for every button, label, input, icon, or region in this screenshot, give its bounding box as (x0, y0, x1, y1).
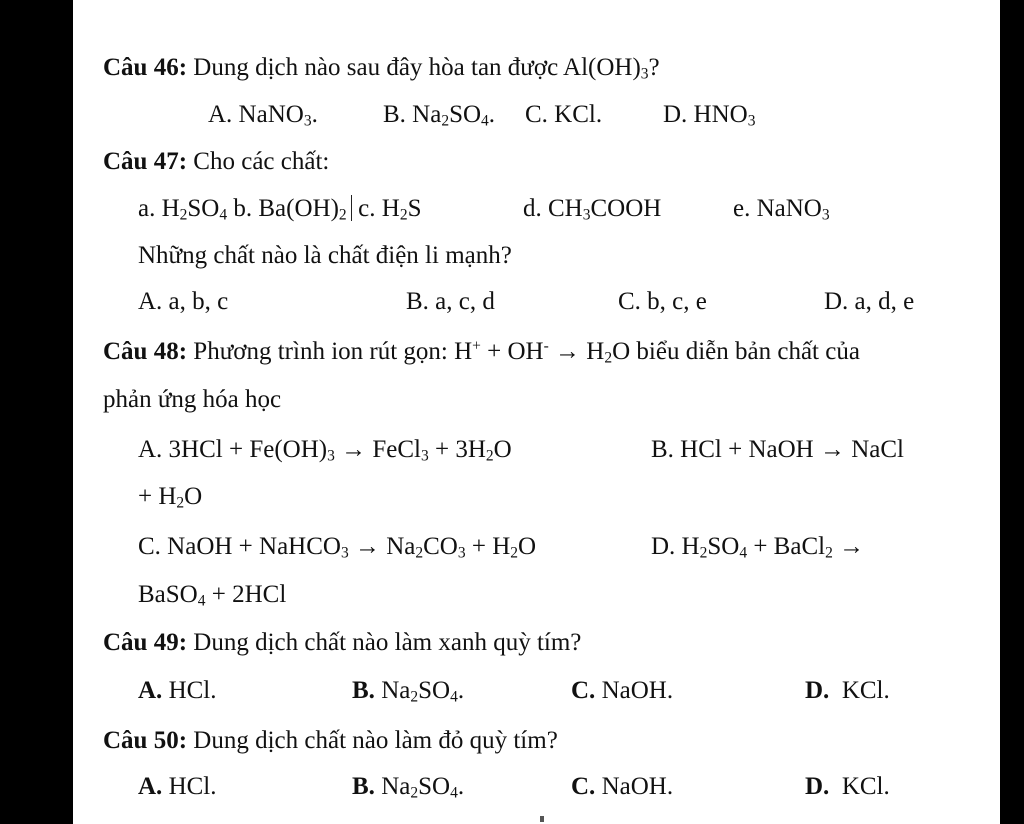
q49-option-c: C. NaOH. (571, 677, 674, 704)
document-page (73, 0, 1000, 824)
q50-stem (103, 726, 558, 756)
q50-text: Dung dịch chất nào làm đỏ quỳ tím? (193, 727, 558, 754)
q48-label: Câu 48: (103, 338, 188, 365)
q50-option-d: D. KCl. (805, 773, 890, 800)
q47-question: Những chất nào là chất điện li mạnh? (138, 242, 512, 269)
q47-item-a: a. $H_2SO_4$ (138, 195, 228, 224)
q50-option-b: B. $Na_2SO_4$. (352, 773, 465, 802)
q48-stem (103, 337, 860, 367)
q49-text: Dung dịch chất nào làm xanh quỳ tím? (193, 629, 582, 656)
q47-item-b: b. $Ba(OH)_2$ (233, 195, 347, 224)
q48-option-a: A. $3HCl + Fe(OH)_3$ → FeCl$_3$ + $3H_2O$ (138, 436, 512, 465)
q48-stem-line2: phản ứng hóa học (103, 386, 282, 413)
q48-option-b: B. HCl + NaOH → NaCl (651, 436, 904, 463)
page-edge-mark (540, 816, 544, 822)
q47-option-a: A. a, b, c (138, 288, 229, 315)
q46-option-a: A. NaNO$_3$. (208, 101, 318, 130)
q46-text: Dung dịch nào sau đây hòa tan được $Al(OH)_3$? (193, 54, 660, 83)
q46-label: Câu 46: (103, 54, 188, 81)
q48-option-d: D. $H_2SO_4$ + BaCl$_2$ → (651, 533, 865, 562)
q47-items-line (138, 194, 421, 224)
q46-option-b: B. $Na_2SO_4$. (383, 101, 496, 130)
q46-option-c: C. KCl. (525, 101, 603, 128)
q48-option-b-cont: + $H_2O$ (138, 483, 203, 512)
q47-item-c: c. $H_2S$ (358, 195, 422, 224)
q49-label: Câu 49: (103, 629, 188, 656)
q49-option-d: D. KCl. (805, 677, 890, 704)
q46-option-d: D. $HNO_3$ (663, 101, 756, 130)
q50-option-a: A. HCl. (138, 773, 217, 800)
q47-option-d: D. a, d, e (824, 288, 915, 315)
q47-item-d: d. $CH_3COOH$ (523, 195, 662, 224)
q48-option-c: C. NaOH + NaHCO$_3$ → $Na_2CO_3 + H_2O$ (138, 533, 537, 562)
q47-label: Câu 47: (103, 148, 188, 175)
q49-stem (103, 628, 581, 658)
q48-text: Phương trình ion rút gọn: $H^+ + OH^- \to H_2O$ biểu diễn bản chất của (193, 337, 860, 367)
text-cursor (351, 195, 353, 221)
q47-item-e: e. NaNO$_3$ (733, 195, 830, 224)
q48-option-d-cont: BaSO$_4$ + 2HCl (138, 581, 287, 610)
q47-option-c: C. b, c, e (618, 288, 707, 315)
q50-option-c: C. NaOH. (571, 773, 674, 800)
q47-text: Cho các chất: (193, 148, 330, 175)
q46-stem (103, 53, 660, 83)
q47-stem (103, 147, 329, 177)
q49-option-b: B. $Na_2SO_4$. (352, 677, 465, 706)
q47-option-b: B. a, c, d (406, 288, 495, 315)
q49-option-a: A. HCl. (138, 677, 217, 704)
q50-label: Câu 50: (103, 727, 188, 754)
